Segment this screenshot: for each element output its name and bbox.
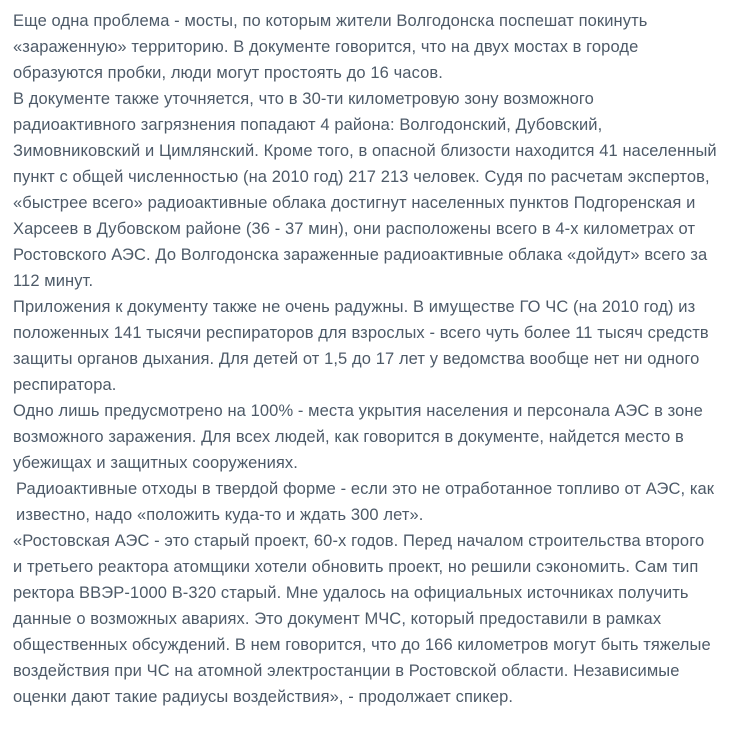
paragraph-respirators: Приложения к документу также не очень радужны. В имуществе ГО ЧС (на 2010 год) из положенных 141 тысячи респираторов для взрослых - всего чуть более 11 тысяч средств защиты органов дыхания. Для детей от 1,5 до 17 лет у ведомства вообще нет ни одного респиратора.	[13, 298, 709, 394]
paragraph-speaker-quote: «Ростовская АЭС - это старый проект, 60-х годов. Перед началом строительства второго и третьего реактора атомщики хотели обновить проект, но решили сэкономить. Сам тип ректора ВВЭР-1000 В-320 старый. Мне удалось на официальных источниках получить данные о возможных авариях. Это документ МЧС, который предоставили в рамках общественных обсуждений. В нем говорится, что до 166 километров могут быть тяжелые воздействия при ЧС на атомной электростанции в Ростовской области. Независимые оценки дают такие радиусы воздействия», - продолжает спикер.	[13, 532, 711, 706]
paragraph-contamination-zone: В документе также уточняется, что в 30-ти километровую зону возможного радиоактивного загрязнения попадают 4 района: Волгодонский, Дубовский, Зимовниковский и Цимлянский. Кроме того, в опасной близости находится 41 населенный пункт с общей численностью (на 2010 год) 217 213 человек. Судя по расчетам экспертов, «быстрее всего» радиоактивные облака достигнут населенных пунктов Подгоренская и Харсеев в Дубовском районе (36 - 37 мин), они расположены всего в 4-х километрах от Ростовского АЭС. До Волгодонска зараженные радиоактивные облака «дойдут» всего за 112 минут.	[13, 90, 717, 290]
paragraph-bridges: Еще одна проблема - мосты, по которым жители Волгодонска поспешат покинуть «зараженную» территорию. В документе говорится, что на двух мостах в городе образуются пробки, люди могут простоять до 16 часов.	[13, 12, 648, 82]
paragraph-shelters: Одно лишь предусмотрено на 100% - места укрытия населения и персонала АЭС в зоне возможного заражения. Для всех людей, как говорится в документе, найдется место в убежищах и защитных сооружениях.	[13, 402, 703, 472]
paragraph-radioactive-waste: Радиоактивные отходы в твердой форме - если это не отработанное топливо от АЭС, как известно, надо «положить куда-то и ждать 300 лет».	[16, 480, 715, 524]
